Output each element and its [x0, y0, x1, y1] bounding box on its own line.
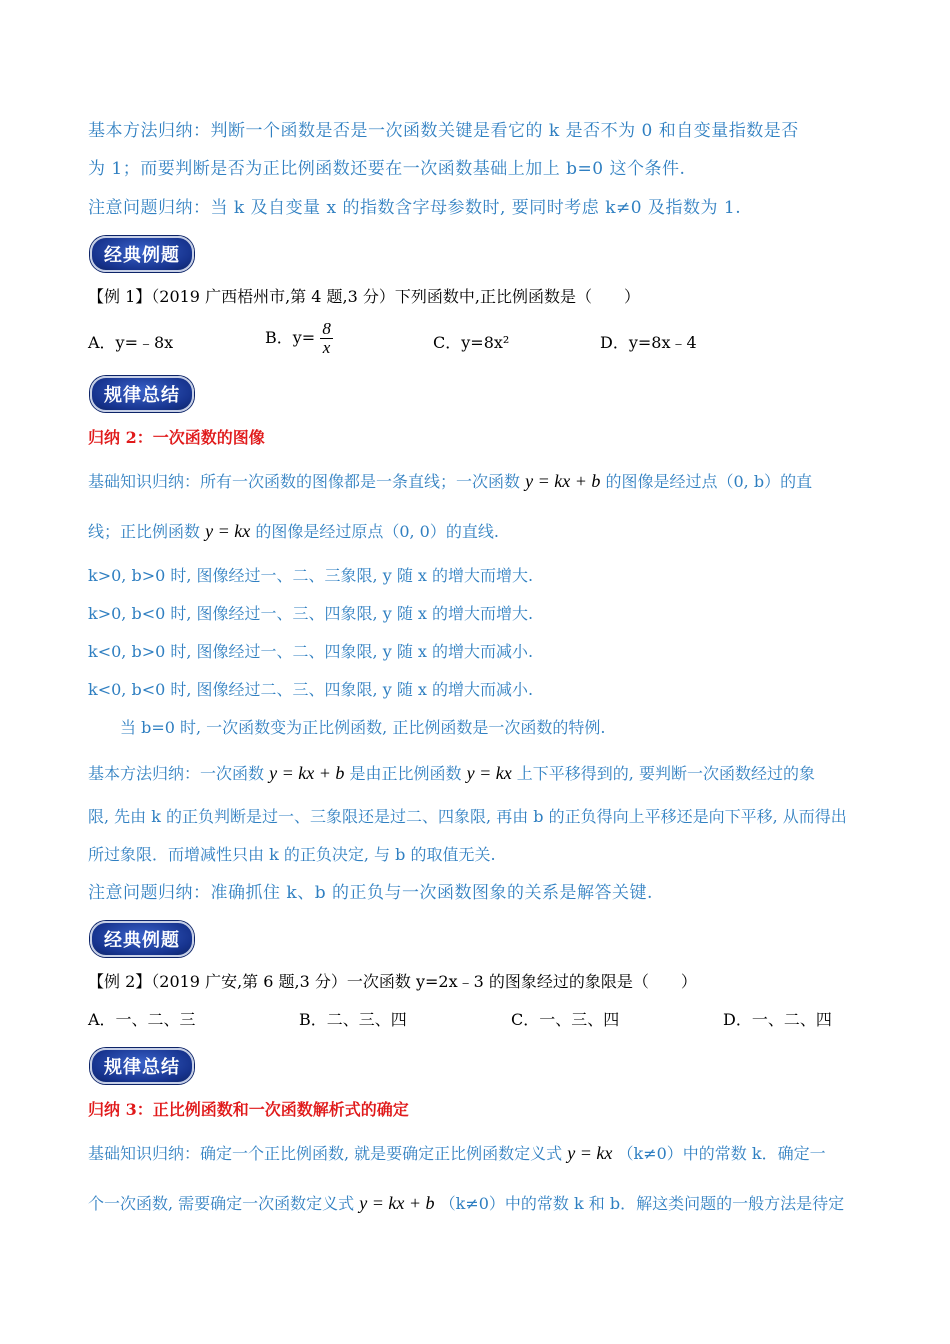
- section-2-knowledge-line-1: [88, 470, 812, 493]
- intro-note: 注意问题归纳：当 k 及自变量 x 的指数含字母参数时, 要同时考虑 k≠0 及指数为 1.: [88, 198, 742, 218]
- example-2-question: 【例 2】（2019 广安,第 6 题,3 分）一次函数 y=2x﹣3 的图象经过的象限是（ ）: [88, 972, 697, 991]
- math-formula: y = kx: [205, 521, 251, 541]
- text-segment: （k≠0）中的常数 k 和 b．解这类问题的一般方法是待定: [439, 1194, 845, 1213]
- intro-line-1: 基本方法归纳：判断一个函数是否是一次函数关键是看它的 k 是否不为 0 和自变量指数是否: [88, 121, 799, 141]
- section-2-knowledge-line-2: [88, 520, 499, 543]
- math-formula: y = kx + b: [359, 1193, 435, 1213]
- section-2-note: 注意问题归纳：准确抓住 k、b 的正负与一次函数图象的关系是解答关键.: [88, 883, 653, 903]
- summary-badge-2: 规律总结: [90, 1048, 194, 1084]
- text-segment: 是由正比例函数: [349, 764, 462, 783]
- example-1-option-d: D．y=8x﹣4: [600, 333, 697, 352]
- example-2-option-d: D．一、二、四: [723, 1010, 832, 1029]
- section-3-line-2: [88, 1192, 844, 1215]
- text-segment: 个一次函数, 需要确定一次函数定义式: [88, 1194, 355, 1213]
- example-2-option-c: C．一、三、四: [511, 1010, 620, 1029]
- text-segment: 基本方法归纳：一次函数: [88, 764, 265, 783]
- math-formula: y = kx: [466, 763, 512, 783]
- section-2-method-line-3: 所过象限．而增减性只由 k 的正负决定, 与 b 的取值无关.: [88, 845, 496, 864]
- example-1-option-b: [265, 320, 333, 357]
- text-segment: 的图像是经过点（0, b）的直: [605, 472, 813, 491]
- intro-line-2: 为 1；而要判断是否为正比例函数还要在一次函数基础上加上 b=0 这个条件.: [88, 159, 686, 179]
- example-2-option-b: B．二、三、四: [299, 1010, 407, 1029]
- summary-badge-1: 规律总结: [90, 376, 194, 412]
- text-segment: 上下平移得到的, 要判断一次函数经过的象: [516, 764, 815, 783]
- section-2-method-line-2: 限, 先由 k 的正负判断是过一、三象限还是过二、四象限, 再由 b 的正负得向上平移还是向下平移, 从而得出: [88, 807, 847, 826]
- case-3: k<0, b>0 时, 图像经过一、二、四象限, y 随 x 的增大而减小.: [88, 642, 534, 661]
- section-2-method-line-1: [88, 762, 815, 785]
- case-1: k>0, b>0 时, 图像经过一、二、三象限, y 随 x 的增大而增大.: [88, 566, 534, 585]
- text-segment: 基础知识归纳：所有一次函数的图像都是一条直线；一次函数: [88, 472, 521, 491]
- math-formula: y = kx: [567, 1143, 613, 1163]
- section-2-heading: 归纳 2：一次函数的图像: [88, 428, 265, 447]
- fraction-denominator: x: [322, 338, 331, 357]
- text-segment: 基础知识归纳：确定一个正比例函数, 就是要确定正比例函数定义式: [88, 1144, 563, 1163]
- example-badge-1: 经典例题: [90, 236, 194, 272]
- example-2-option-a: A．一、二、三: [88, 1010, 196, 1029]
- case-4: k<0, b<0 时, 图像经过二、三、四象限, y 随 x 的增大而减小.: [88, 680, 534, 699]
- special-case: 当 b=0 时, 一次函数变为正比例函数, 正比例函数是一次函数的特例.: [120, 718, 606, 737]
- example-1-question: 【例 1】（2019 广西梧州市,第 4 题,3 分）下列函数中,正比例函数是（ ）: [88, 287, 640, 306]
- text-segment: 的图像是经过原点（0, 0）的直线.: [255, 522, 499, 541]
- math-formula: y = kx + b: [269, 763, 345, 783]
- example-1-option-a: A．y=﹣8x: [88, 333, 174, 352]
- example-1-option-c: C．y=8x²: [433, 333, 510, 352]
- option-b-fraction: [320, 320, 333, 357]
- option-b-prefix: B．y=: [265, 328, 316, 347]
- text-segment: 线；正比例函数: [88, 522, 201, 541]
- fraction-numerator: 8: [322, 319, 331, 338]
- math-formula: y = kx + b: [525, 471, 601, 491]
- text-segment: （k≠0）中的常数 k．确定一: [617, 1144, 826, 1163]
- example-badge-2: 经典例题: [90, 921, 194, 957]
- section-3-line-1: [88, 1142, 826, 1165]
- section-3-heading: 归纳 3：正比例函数和一次函数解析式的确定: [88, 1100, 409, 1119]
- case-2: k>0, b<0 时, 图像经过一、三、四象限, y 随 x 的增大而增大.: [88, 604, 534, 623]
